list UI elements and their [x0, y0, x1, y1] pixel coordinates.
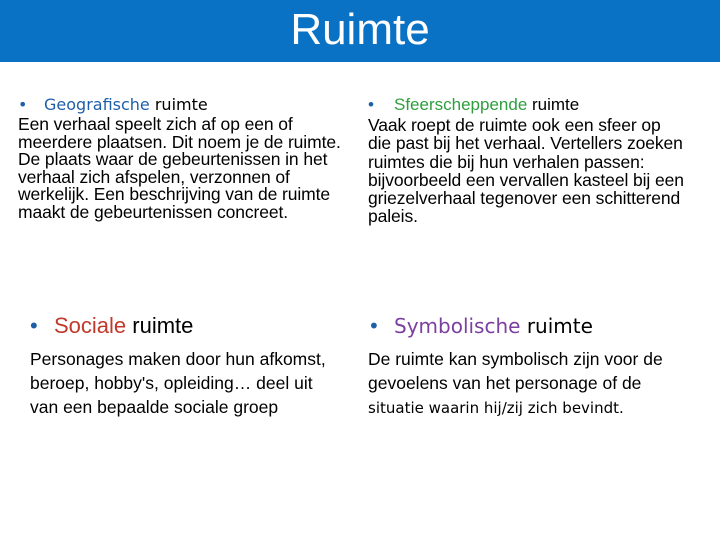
block-heading [18, 94, 343, 116]
block-heading [368, 311, 688, 341]
block-body-text: Personages maken door hun afkomst, beroep, hobby's, opleiding… deel uit van een bepaalde sociale groep [30, 349, 326, 417]
block-body-text: Een verhaal speelt zich af op een of meerdere plaatsen. Dit noem je de ruimte. De plaats waar de gebeurtenissen in het verhaal zich afspelen, verzonnen of werkelijk. Een beschrijving van de ruimte maakt de gebeurtenissen concreet. [18, 114, 341, 222]
heading-keyword: Sociale [54, 313, 127, 338]
body-text-main: De ruimte kan symbolisch zijn voor de gevoelens van het personage of de [368, 349, 663, 393]
sociale-ruimte-block [30, 311, 330, 419]
bullet-icon: • [368, 95, 374, 114]
block-heading [30, 311, 330, 341]
bullet-icon: • [368, 314, 380, 338]
sfeerscheppende-ruimte-block [368, 94, 688, 226]
heading-rest: ruimte [126, 313, 194, 338]
geografische-ruimte-block [18, 94, 343, 222]
heading-keyword: Symbolische [394, 314, 521, 338]
block-body-text [368, 347, 688, 420]
heading-keyword: Geografische [44, 95, 150, 114]
symbolische-ruimte-block [368, 311, 688, 420]
heading-rest: ruimte [520, 314, 593, 338]
body-text-small: situatie waarin hij/zij zich bevindt. [368, 399, 624, 417]
page-title: Ruimte [290, 5, 430, 54]
block-body-text: Vaak roept de ruimte ook een sfeer op die past bij het verhaal. Vertellers zoeken ruimtes die bij hun verhalen passen: bijvoorbeeld een vervallen kasteel bij een griezelverhaal tegenover een schitterend paleis. [368, 115, 684, 227]
heading-rest: ruimte [527, 95, 580, 114]
bullet-icon: • [30, 313, 38, 338]
bullet-icon: • [18, 95, 28, 114]
block-heading [368, 94, 688, 116]
heading-keyword: Sfeerscheppende [394, 95, 528, 114]
heading-rest: ruimte [149, 95, 208, 114]
